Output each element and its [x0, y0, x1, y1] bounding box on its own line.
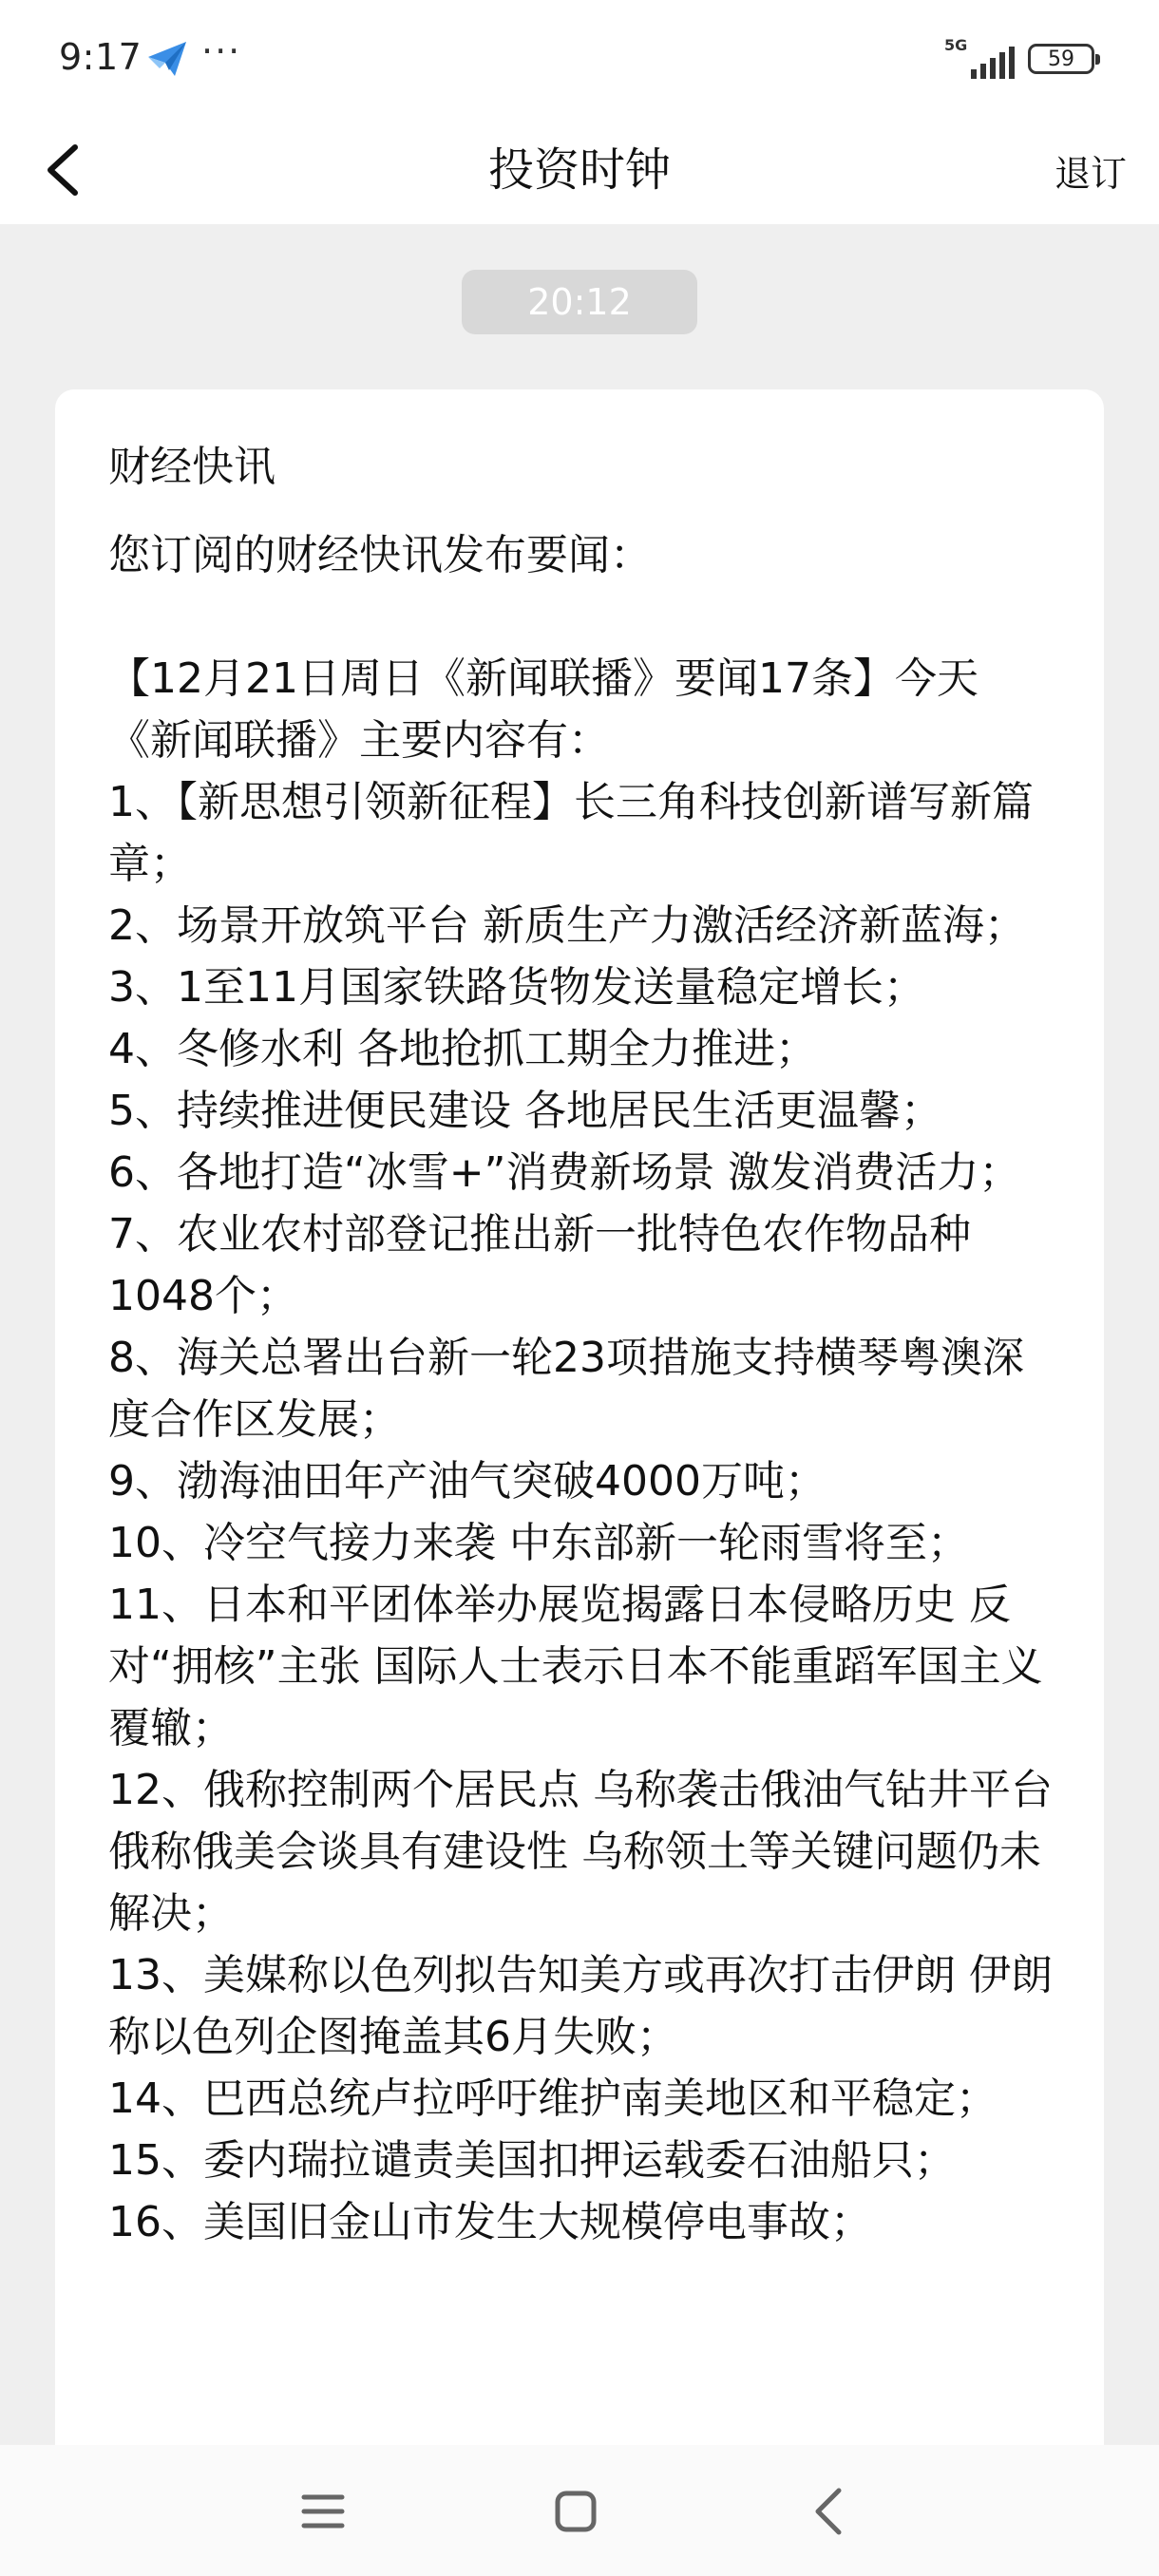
system-navigation-bar [0, 2445, 1159, 2576]
square-home-icon [554, 2490, 598, 2533]
unsubscribe-button[interactable]: 退订 [1054, 152, 1127, 195]
message-headline: 【12月21日周日《新闻联播》要闻17条】今天《新闻联播》主要内容有： [108, 654, 978, 765]
recent-apps-button[interactable] [285, 2473, 361, 2549]
news-item: 1、【新思想引领新征程】长三角科技创新谱写新篇章； [108, 778, 1034, 888]
page-title: 投资时钟 [487, 143, 671, 197]
news-item: 3、1至11月国家铁路货物发送量稳定增长； [108, 963, 925, 1012]
news-item: 2、场景开放筑平台 新质生产力激活经济新蓝海； [108, 901, 1026, 950]
news-item: 13、美媒称以色列拟告知美方或再次打击伊朗 伊朗称以色列企图掩盖其6月失败； [108, 1951, 1053, 2061]
message-intro: 您订阅的财经快讯发布要闻： [108, 531, 652, 579]
status-bar [0, 0, 1159, 116]
message-body [108, 524, 1058, 2253]
battery-level: 59 [1048, 47, 1074, 71]
app-header [0, 116, 1159, 224]
news-item: 11、日本和平团体举办展览揭露日本侵略历史 反对“拥核”主张 国际人士表示日本不能重蹈军国主义覆辙； [108, 1581, 1043, 1752]
signal-icon [944, 37, 1015, 81]
news-item: 5、持续推进便民建设 各地居民生活更温馨； [108, 1087, 942, 1135]
status-indicators [944, 36, 1094, 82]
news-item: 15、委内瑞拉谴责美国扣押运载委石油船只； [108, 2136, 956, 2185]
message-timestamp: 20:12 [462, 270, 697, 334]
message-title: 财经快讯 [108, 443, 276, 491]
news-item: 14、巴西总统卢拉呼吁维护南美地区和平稳定； [108, 2074, 998, 2123]
menu-icon [301, 2492, 345, 2530]
news-item: 6、各地打造“冰雪+”消费新场景 激发消费活力； [108, 1148, 1021, 1197]
news-item: 8、海关总署出台新一轮23项措施支持横琴粤澳深度合作区发展； [108, 1334, 1024, 1444]
message-card [55, 389, 1104, 2576]
battery-icon [1028, 44, 1094, 74]
network-type: 5G [944, 36, 968, 54]
news-item: 7、农业农村部登记推出新一批特色农作物品种1048个； [108, 1210, 971, 1320]
paper-plane-icon [144, 36, 190, 82]
news-item: 10、冷空气接力来袭 中东部新一轮雨雪将至； [108, 1519, 969, 1567]
news-item: 12、俄称控制两个居民点 乌称袭击俄油气钻井平台 俄称俄美会谈具有建设性 乌称领土等关键问题仍未解决； [108, 1766, 1053, 1938]
status-time: 9:17 [59, 36, 142, 78]
more-notifications-icon: ··· [201, 30, 242, 72]
news-item: 16、美国旧金山市发生大规模停电事故； [108, 2198, 872, 2246]
news-item: 4、冬修水利 各地抢抓工期全力推进； [108, 1025, 817, 1073]
back-triangle-icon [812, 2487, 845, 2536]
system-back-button[interactable] [790, 2473, 866, 2549]
home-button[interactable] [538, 2473, 614, 2549]
news-item: 9、渤海油田年产油气突破4000万吨； [108, 1457, 826, 1506]
